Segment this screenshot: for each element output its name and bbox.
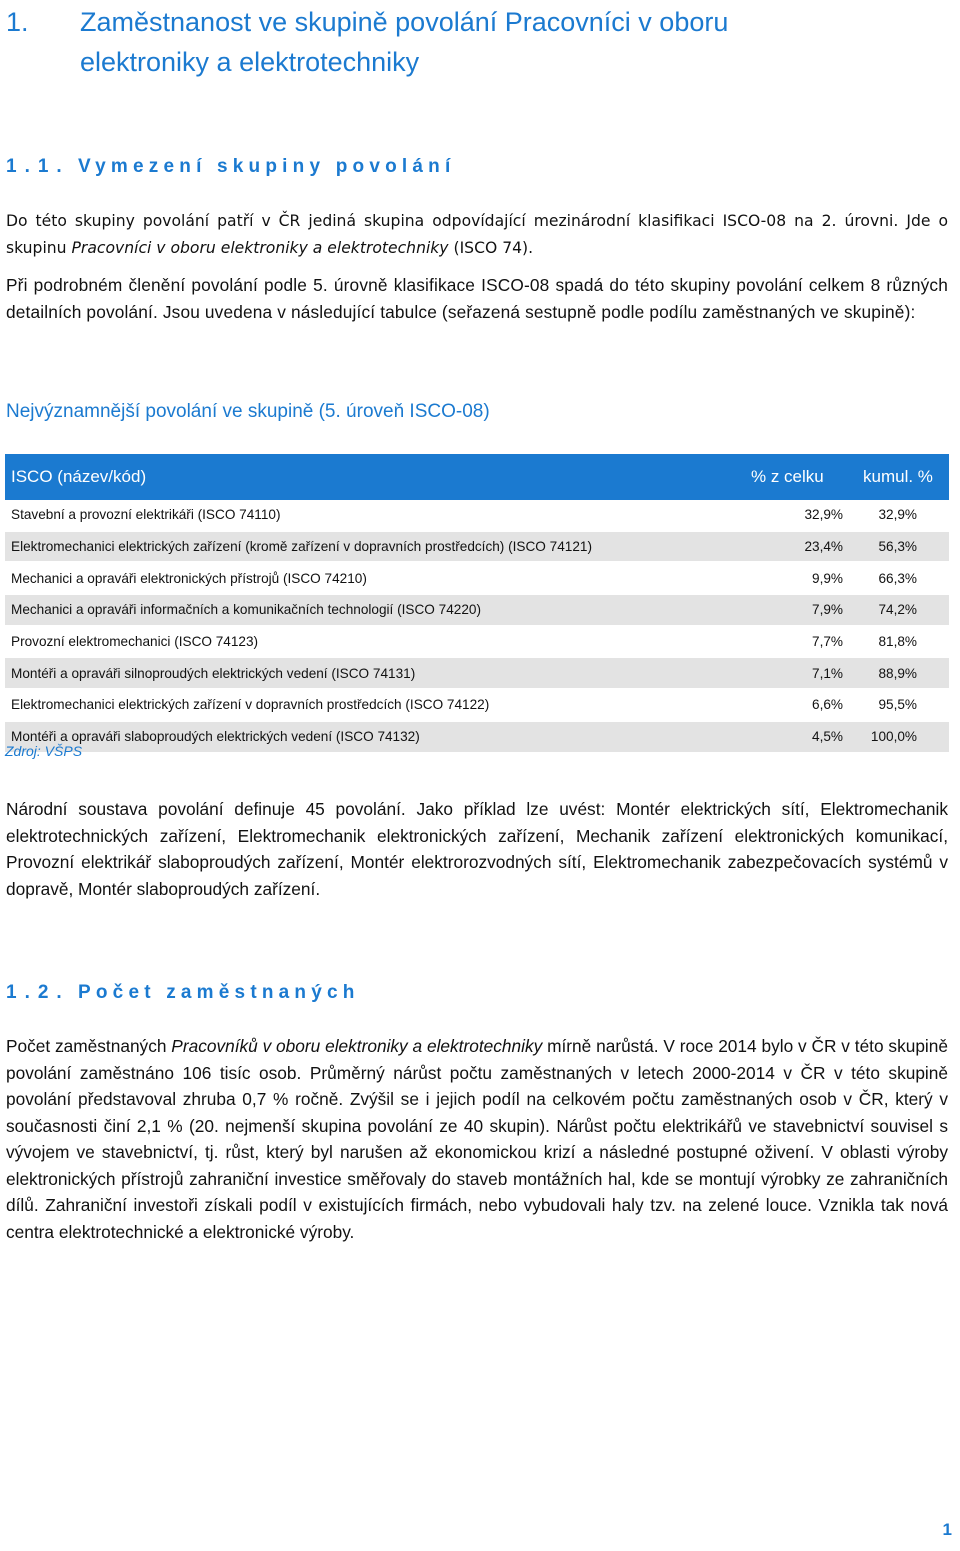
table-row (5, 563, 949, 595)
detail-paragraph: Při podrobném členění povolání podle 5. úrovně klasifikace ISCO-08 spadá do této skupiny povolání celkem 8 různých detailních povolání. Jsou uvedena v následující tabulce (seřazená sestupně podle podílu zaměstnaných ve skupině): (6, 275, 948, 322)
occupation-name: Montéři a opraváři slaboproudých elektrických vedení (ISCO 74132) (5, 722, 721, 754)
table-row (5, 722, 949, 754)
occupation-cumulative: 66,3% (861, 563, 949, 595)
section-title-1: Vymezení skupiny povolání (78, 156, 456, 177)
occupation-share: 6,6% (721, 690, 861, 722)
employment-paragraph: Počet zaměstnaných Pracovníků v oboru elektroniky a elektrotechniky mírně narůstá. V roce 2014 bylo v ČR v této skupině povolání zaměstnáno 106 tisíc osob. Průměrný nárůst počtu zaměstnaných v letech 2000-2014 v ČR v této skupině povolání představoval zhruba 0,7 % ročně. Zvýšil se i jejich podíl na celkovém počtu zaměstnaných osob v ČR, který v současnosti činí 2,1 % (20. nejmenší skupina povolání ze 40 skupin). Nárůst počtu elektrikářů ve stavebnictví souvisel s vývojem ve stavebnictví, tj. růst, který byl narušen až ekonomickou krizí a následné postupné oživení. V oblasti výroby elektronických přístrojů zahraniční investice směřovaly do staveb montážních hal, kde se montují výrobky ze zahraničních dílů. Zahraniční investoři získali podíl v existujících firmách, nebo vybudovali haly tzv. na zelené louce. Vznikla tak nová centra elektrotechnické a elektronické výroby. (6, 1036, 948, 1242)
header-share: % z celku (721, 454, 861, 500)
table-row (5, 658, 949, 690)
table-row (5, 627, 949, 659)
section-title-2: Počet zaměstnaných (78, 982, 360, 1003)
table-header-row (5, 454, 949, 500)
group-name-italic: Pracovníků v oboru elektroniky a elektrotechniky (171, 1036, 543, 1056)
occupation-name: Mechanici a opraváři informačních a komunikačních technologií (ISCO 74220) (5, 595, 721, 627)
occupation-share: 7,1% (721, 658, 861, 690)
occupation-name: Stavební a provozní elektrikáři (ISCO 74110) (5, 500, 721, 532)
occupation-cumulative: 81,8% (861, 627, 949, 659)
header-cumulative: kumul. % (861, 454, 949, 500)
section-number-2: 1.2. (6, 982, 70, 1003)
occupation-name: Montéři a opraváři silnoproudých elektrických vedení (ISCO 74131) (5, 658, 721, 690)
table-row (5, 532, 949, 564)
table-row (5, 690, 949, 722)
occupation-share: 7,9% (721, 595, 861, 627)
header-isco: ISCO (název/kód) (5, 454, 721, 500)
chapter-title-line1: Zaměstnanost ve skupině povolání Pracovníci v oboru (80, 7, 729, 37)
occupation-name: Mechanici a opraváři elektronických přístrojů (ISCO 74210) (5, 563, 721, 595)
chapter-number: 1. (6, 7, 29, 37)
section-number-1: 1.1. (6, 156, 70, 177)
occupation-name: Elektromechanici elektrických zařízení (kromě zařízení v dopravních prostředcích) (ISCO 74121) (5, 532, 721, 564)
occupation-cumulative: 74,2% (861, 595, 949, 627)
occupation-name: Provozní elektromechanici (ISCO 74123) (5, 627, 721, 659)
occupation-share: 32,9% (721, 500, 861, 532)
occupation-share: 4,5% (721, 722, 861, 754)
table-source: Zdroj: VŠPS (5, 743, 83, 759)
occupation-cumulative: 56,3% (861, 532, 949, 564)
table-row (5, 595, 949, 627)
table-title: Nejvýznamnější povolání ve skupině (5. úroveň ISCO-08) (6, 401, 490, 422)
section-heading-2 (6, 982, 360, 1004)
occupation-share: 23,4% (721, 532, 861, 564)
table-row (5, 500, 949, 532)
intro-paragraph: Do této skupiny povolání patří v ČR jediná skupina odpovídající mezinárodní klasifikaci ISCO-08 na 2. úrovni. Jde o skupinu Pracovníci v oboru elektroniky a elektrotechniky (ISCO 74). (6, 212, 948, 257)
occupation-cumulative: 32,9% (861, 500, 949, 532)
occupation-cumulative: 100,0% (861, 722, 949, 754)
occupation-share: 9,9% (721, 563, 861, 595)
occupation-cumulative: 95,5% (861, 690, 949, 722)
occupations-table (5, 454, 949, 754)
occupation-name: Elektromechanici elektrických zařízení v dopravních prostředcích (ISCO 74122) (5, 690, 721, 722)
nsp-paragraph: Národní soustava povolání definuje 45 povolání. Jako příklad lze uvést: Montér elektrických sítí, Elektromechanik elektrotechnických zařízení, Elektromechanik elektronických zařízení, Mechanik zařízení elektronických komunikací, Provozní elektrikář slaboproudých zařízení, Montér elektrorozvodných sítí, Elektromechanik zabezpečovacích systémů v dopravě, Montér slaboproudých zařízení. (6, 799, 948, 899)
page-number: 1 (942, 1520, 952, 1539)
occupation-share: 7,7% (721, 627, 861, 659)
occupation-cumulative: 88,9% (861, 658, 949, 690)
section-heading-1 (6, 156, 455, 178)
group-name-italic: Pracovníci v oboru elektroniky a elektrotechniky (71, 238, 449, 257)
chapter-title-line2: elektroniky a elektrotechniky (80, 47, 420, 77)
chapter-heading (6, 2, 946, 82)
